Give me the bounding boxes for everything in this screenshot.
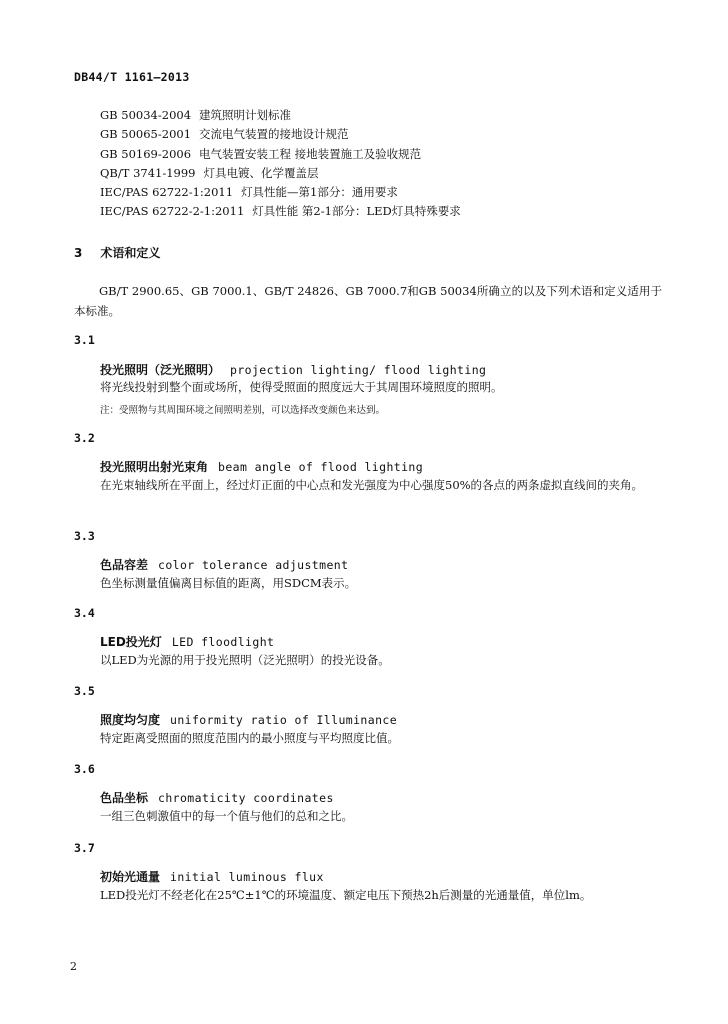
page-number: 2 [70, 960, 77, 973]
reference-code: GB 50065-2001 [100, 127, 192, 142]
reference-code: GB 50034-2004 [100, 108, 192, 122]
term-number: 3.1 [74, 333, 95, 347]
term-title [100, 361, 486, 378]
term-definition: 色坐标测量值偏离目标值的距离，用SDCM表示。 [100, 576, 357, 590]
term-definition: 将光线投射到整个面或场所，使得受照面的照度远大于其周围环境照度的照明。 [100, 380, 503, 394]
section-number: 3 [74, 246, 83, 260]
reference-code: IEC/PAS 62722-2-1:2011 [100, 204, 245, 219]
term-title [100, 789, 334, 806]
term-definition: 特定距离受照面的照度范围内的最小照度与平均照度比值。 [100, 731, 399, 745]
reference-item [100, 202, 461, 221]
term-title [100, 711, 397, 728]
section-intro: GB/T 2900.65、GB 7000.1、GB/T 24826、GB 7000.7和GB 50034所确立的以及下列术语和定义适用于本标准。 [74, 284, 662, 318]
term-title-en: beam angle of flood lighting [218, 460, 424, 474]
reference-title: 灯具电镀、化学覆盖层 [203, 165, 319, 180]
term-title-en: projection lighting/ flood lighting [230, 363, 487, 377]
term-number: 3.3 [74, 529, 95, 543]
standard-code: DB44/T 1161—2013 [74, 70, 190, 84]
term-definition: 在光束轴线所在平面上，经过灯正面的中心点和发光强度为中心强度50%的各点的两条虚拟直线间的夹角。 [100, 478, 644, 492]
reference-title: 电气装置安装工程 接地装置施工及验收规范 [199, 146, 422, 161]
term-title-zh: LED投光灯 [100, 635, 162, 649]
reference-code: GB 50169-2006 [100, 146, 192, 161]
section-title: 术语和定义 [100, 246, 161, 260]
term-number: 3.2 [74, 431, 95, 445]
term-title-zh: 投光照明（泛光照明） [100, 363, 221, 377]
reference-item [100, 106, 461, 125]
term-number: 3.5 [74, 684, 95, 698]
term-title [100, 556, 348, 573]
term-title-en: uniformity ratio of Illuminance [170, 713, 398, 727]
term-title [100, 458, 423, 475]
term-title-en: LED floodlight [171, 635, 275, 649]
term-number: 3.6 [74, 762, 95, 776]
reference-code: IEC/PAS 62722-1:2011 [100, 185, 234, 200]
reference-title: 灯具性能 第2-1部分：LED灯具特殊要求 [252, 204, 461, 219]
term-title-en: color tolerance adjustment [158, 558, 349, 572]
normative-references-list [100, 106, 461, 222]
term-title [100, 868, 324, 885]
term-title-zh: 初始光通量 [100, 870, 161, 884]
term-title-zh: 色品坐标 [100, 791, 149, 805]
reference-item [100, 145, 461, 164]
reference-title: 建筑照明计划标准 [199, 108, 292, 122]
reference-title: 交流电气装置的接地设计规范 [199, 127, 349, 142]
term-number: 3.4 [74, 606, 95, 620]
term-title-zh: 色品容差 [100, 558, 149, 572]
term-definition: LED投光灯不经老化在25℃±1℃的环境温度、额定电压下预热2h后测量的光通量值，单位lm。 [100, 888, 592, 902]
term-title-en: chromaticity coordinates [158, 791, 334, 805]
term-title-zh: 照度均匀度 [100, 713, 161, 727]
term-title-zh: 投光照明出射光束角 [100, 460, 209, 474]
reference-code: QB/T 3741-1999 [100, 165, 196, 180]
reference-item [100, 183, 461, 202]
reference-title: 灯具性能—第1部分：通用要求 [241, 185, 398, 200]
section-heading [74, 244, 160, 261]
reference-item [100, 125, 461, 144]
term-definition: 一组三色刺激值中的每一个值与他们的总和之比。 [100, 809, 353, 823]
term-title-en: initial luminous flux [170, 870, 324, 884]
reference-item [100, 164, 461, 183]
term-note: 注：受照物与其周围环境之间照明差别，可以选择改变颜色来达到。 [100, 405, 386, 416]
term-number: 3.7 [74, 841, 95, 855]
term-definition: 以LED为光源的用于投光照明（泛光照明）的投光设备。 [100, 653, 390, 667]
term-title [100, 633, 274, 650]
